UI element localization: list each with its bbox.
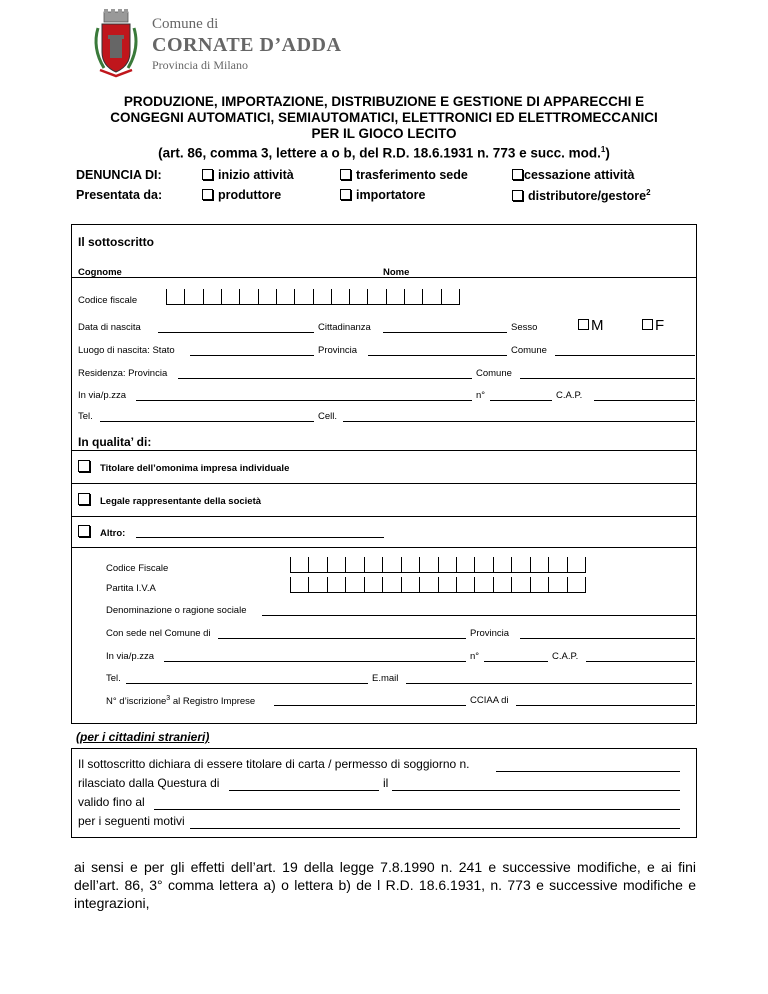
cciaa-label: CCIAA di [470,695,509,706]
checkbox-icon[interactable] [512,190,523,201]
nome-label: Nome [383,267,410,278]
digit-cell-separator [530,557,531,573]
digit-cell-separator [567,577,568,593]
denuncia-trasferimento-option[interactable]: trasferimento sede [340,168,468,182]
stranieri-heading: (per i cittadini stranieri) [76,730,210,744]
document-title [60,94,708,162]
residenza-comune-field[interactable] [520,378,695,379]
partita-iva-label: Partita I.V.A [106,583,156,594]
codice-fiscale-field[interactable] [166,289,460,305]
digit-cell-separator [459,289,460,305]
digit-cell-separator [382,557,383,573]
digit-cell-separator [313,289,314,305]
impresa-codice-fiscale-label: Codice Fiscale [106,563,169,574]
header-comune-di: Comune di [152,16,219,32]
impresa-tel-label: Tel. [106,673,121,684]
sede-comune-field[interactable] [218,638,466,639]
motivi-label: per i seguenti motivi [78,814,185,828]
digit-cell-separator [585,557,586,573]
sesso-f-option[interactable]: F [642,317,664,334]
permesso-label: Il sottoscritto dichiara di essere titolare di carta / permesso di soggiorno n. [78,757,470,771]
digit-cell-separator [386,289,387,305]
impresa-cap-label: C.A.P. [552,651,579,662]
provincia-nascita-field[interactable] [368,355,507,356]
checkbox-icon[interactable] [78,525,90,537]
divider [72,450,696,451]
checkbox-icon[interactable] [78,493,90,505]
comune-nascita-label: Comune [511,345,547,356]
checkbox-icon[interactable] [512,169,523,180]
rilascio-data-label: il [383,776,389,790]
digit-cell-separator [239,289,240,305]
sede-comune-label: Con sede nel Comune di [106,628,211,639]
digit-cell-separator [530,577,531,593]
altro-field[interactable] [136,537,384,538]
digit-cell-separator [441,289,442,305]
digit-cell-separator [203,289,204,305]
digit-cell-separator [294,289,295,305]
denominazione-label: Denominazione o ragione sociale [106,605,247,616]
divider [72,547,696,548]
presentata-distributore-option[interactable]: distributore/gestore$^2$ [512,188,651,203]
stranieri-section [71,748,697,838]
digit-cell-separator [364,557,365,573]
residenza-label: Residenza: Provincia [78,368,168,379]
questura-label: rilasciato dalla Questura di [78,776,220,790]
cittadinanza-field[interactable] [383,332,507,333]
digit-cell-separator [308,577,309,593]
digit-cell-separator [474,577,475,593]
permesso-field[interactable] [496,771,680,772]
digit-cell-separator [493,577,494,593]
impresa-numero-field[interactable] [484,661,548,662]
header-provincia: Provincia di Milano [152,58,248,72]
cittadinanza-label: Cittadinanza [318,322,371,333]
tel-field[interactable] [100,421,314,422]
impresa-cap-field[interactable] [586,661,695,662]
digit-cell-separator [349,289,350,305]
numero-field[interactable] [490,400,552,401]
digit-cell-separator [327,557,328,573]
motivi-field[interactable] [190,828,680,829]
tel-label: Tel. [78,411,93,422]
digit-cell-separator [511,577,512,593]
checkbox-icon[interactable] [202,189,213,200]
data-nascita-field[interactable] [158,332,314,333]
rilascio-data-field[interactable] [392,790,680,791]
sesso-m-option[interactable]: M [578,317,604,334]
digit-cell-separator [438,557,439,573]
via-label: In via/p.zza [78,390,127,401]
residenza-comune-label: Comune [476,368,512,379]
digit-cell-separator [493,557,494,573]
legal-paragraph: ai sensi e per gli effetti dell’art. 19 della legge 7.8.1990 n. 241 e successive modifiche, e ai fini dell’art. 86, 3° comma lettera a) o lettera b) de l R.D. 18.6.1931, n. 773 e successive modifiche e integrazioni, [74,859,696,911]
page-header [90,8,390,78]
qualita-titolare-option[interactable]: Titolare dell’omonima impresa individuale [78,460,289,474]
digit-cell-separator [345,557,346,573]
cap-label: C.A.P. [556,390,583,401]
digit-cell-separator [511,557,512,573]
codice-fiscale-label: Codice fiscale [78,295,138,306]
municipal-crest-icon [90,8,142,78]
digit-cell-separator [438,577,439,593]
partita-iva-field[interactable] [290,577,586,593]
digit-cell-separator [308,557,309,573]
iscrizione-label: N° d’iscrizione$^3$ al Registro Imprese [106,695,256,708]
checkbox-icon[interactable] [78,460,90,472]
impresa-tel-field[interactable] [126,683,368,684]
checkbox-icon[interactable] [340,189,351,200]
cognome-label: Cognome [78,267,122,278]
denuncia-row [76,168,716,186]
digit-cell-separator [456,557,457,573]
digit-cell-separator [290,557,291,573]
numero-label: n° [476,390,486,401]
denuncia-cessazione-option[interactable]: cessazione attività [512,168,634,182]
header-comune-name: CORNATE D’ADDA [152,34,342,56]
title-line-3: PER IL GIOCO LECITO [311,126,457,141]
cap-field[interactable] [594,400,695,401]
validita-label: valido fino al [78,795,145,809]
digit-cell-separator [548,557,549,573]
qualita-heading: In qualita’ di: [78,435,152,449]
title-line-4: (art. 86, comma 3, lettere a o b, del R.D. 18.6.1931 n. 773 e succ. mod.$^1$) [158,145,610,161]
digit-cell-separator [276,289,277,305]
stato-nascita-field[interactable] [190,355,314,356]
presentata-label: Presentata da: [76,188,163,202]
data-nascita-label: Data di nascita [78,322,141,333]
digit-cell-separator [422,289,423,305]
presentata-produttore-option[interactable]: produttore [202,188,281,202]
cell-field[interactable] [343,421,695,422]
via-field[interactable] [136,400,472,401]
digit-cell-separator [367,289,368,305]
digit-cell-separator [401,557,402,573]
email-label: E.mail [372,673,399,684]
checkbox-icon[interactable] [202,169,213,180]
digit-cell-separator [166,289,167,305]
digit-cell-separator [456,577,457,593]
residenza-provincia-field[interactable] [178,378,472,379]
impresa-via-field[interactable] [164,661,466,662]
validita-field[interactable] [154,809,680,810]
denominazione-field[interactable] [262,615,696,616]
impresa-numero-label: n° [470,651,480,662]
registro-imprese-field[interactable] [274,705,466,706]
digit-cell-separator [290,577,291,593]
questura-field[interactable] [229,790,379,791]
checkbox-icon[interactable] [642,319,653,330]
checkbox-icon[interactable] [340,169,351,180]
digit-cell-separator [258,289,259,305]
cciaa-field[interactable] [516,705,695,706]
sede-provincia-field[interactable] [520,638,695,639]
denuncia-label: DENUNCIA DI: [76,168,162,182]
impresa-codice-fiscale-field[interactable] [290,557,586,573]
impresa-via-label: In via/p.zza [106,651,155,662]
digit-cell-separator [364,577,365,593]
sede-provincia-label: Provincia [470,628,510,639]
qualita-altro-option[interactable]: Altro: [78,525,125,539]
digit-cell-separator [401,577,402,593]
divider [72,516,696,517]
digit-cell-separator [567,557,568,573]
digit-cell-separator [548,577,549,593]
provincia-nascita-label: Provincia [318,345,358,356]
divider [72,483,696,484]
digit-cell-separator [345,577,346,593]
denuncia-inizio-option[interactable]: inizio attività [202,168,294,182]
digit-cell-separator [419,577,420,593]
email-field[interactable] [406,683,692,684]
digit-cell-separator [382,577,383,593]
presentata-importatore-option[interactable]: importatore [340,188,425,202]
digit-cell-separator [327,577,328,593]
digit-cell-separator [331,289,332,305]
luogo-nascita-label: Luogo di nascita: Stato [78,345,175,356]
sottoscritto-section [71,224,697,724]
digit-cell-separator [404,289,405,305]
cell-label: Cell. [318,411,338,422]
title-line-1: PRODUZIONE, IMPORTAZIONE, DISTRIBUZIONE E GESTIONE DI APPARECCHI E [123,94,645,109]
sesso-label: Sesso [511,322,538,333]
qualita-legale-option[interactable]: Legale rappresentante della società [78,493,261,507]
digit-cell-separator [585,577,586,593]
checkbox-icon[interactable] [578,319,589,330]
title-line-2: CONGEGNI AUTOMATICI, SEMIAUTOMATICI, ELETTRONICI ED ELETTROMECCANICI [110,110,658,125]
presentata-row [76,188,716,206]
digit-cell-separator [419,557,420,573]
sottoscritto-heading: Il sottoscritto [78,235,155,249]
digit-cell-separator [474,557,475,573]
digit-cell-separator [184,289,185,305]
digit-cell-separator [221,289,222,305]
comune-nascita-field[interactable] [555,355,695,356]
